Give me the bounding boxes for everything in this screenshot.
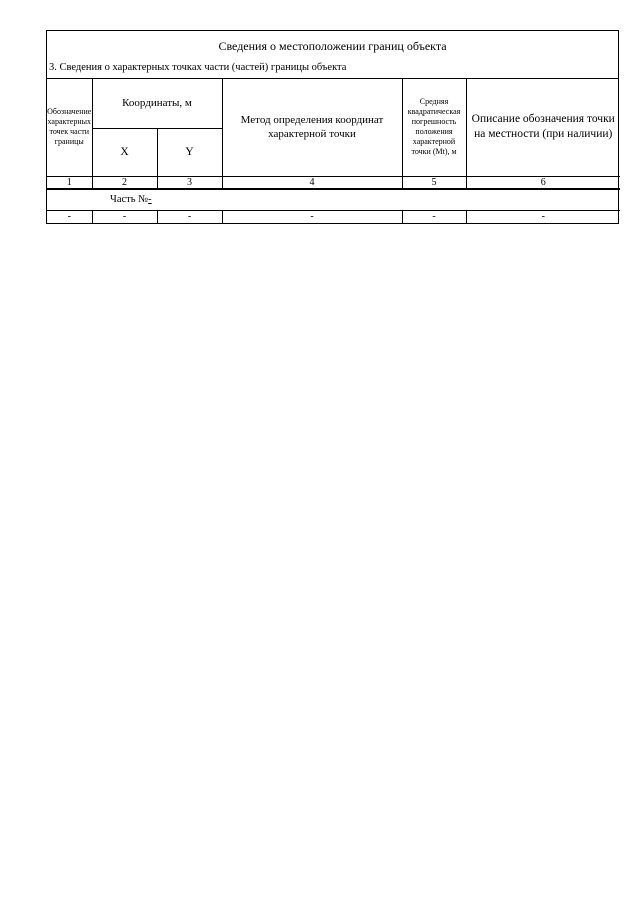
column-number-row [47, 176, 620, 189]
cell-x: - [92, 210, 157, 223]
column-number: 3 [157, 176, 222, 189]
column-number: 5 [402, 176, 466, 189]
part-number: - [148, 194, 152, 205]
part-row [47, 189, 620, 211]
points-table [47, 79, 620, 223]
cell-point: - [47, 210, 92, 223]
column-number: 6 [466, 176, 620, 189]
form-title: Сведения о местоположении границ объекта [218, 39, 447, 53]
header-point-designation: Обозначение характерных точек части границы [47, 79, 92, 176]
header-description: Описание обозначения точки на местности (при наличии) [466, 79, 620, 176]
header-coordinates: Координаты, м [92, 79, 222, 128]
header-method: Метод определения координат характерной точки [222, 79, 402, 176]
header-mean-error: Средняя квадратическая погрешность положения характерной точки (Mt), м [402, 79, 466, 176]
part-cell [47, 189, 620, 211]
cell-description: - [466, 210, 620, 223]
column-number: 2 [92, 176, 157, 189]
column-number: 1 [47, 176, 92, 189]
boundary-form [46, 30, 619, 224]
column-number: 4 [222, 176, 402, 189]
header-x: X [92, 128, 157, 176]
cell-method: - [222, 210, 402, 223]
cell-mean-error: - [402, 210, 466, 223]
header-row-1 [47, 79, 620, 128]
header-y: Y [157, 128, 222, 176]
part-label: Часть № [110, 194, 149, 205]
table-row [47, 210, 620, 223]
cell-y: - [157, 210, 222, 223]
section-title: 3. Сведения о характерных точках части (частей) границы объекта [47, 58, 618, 79]
